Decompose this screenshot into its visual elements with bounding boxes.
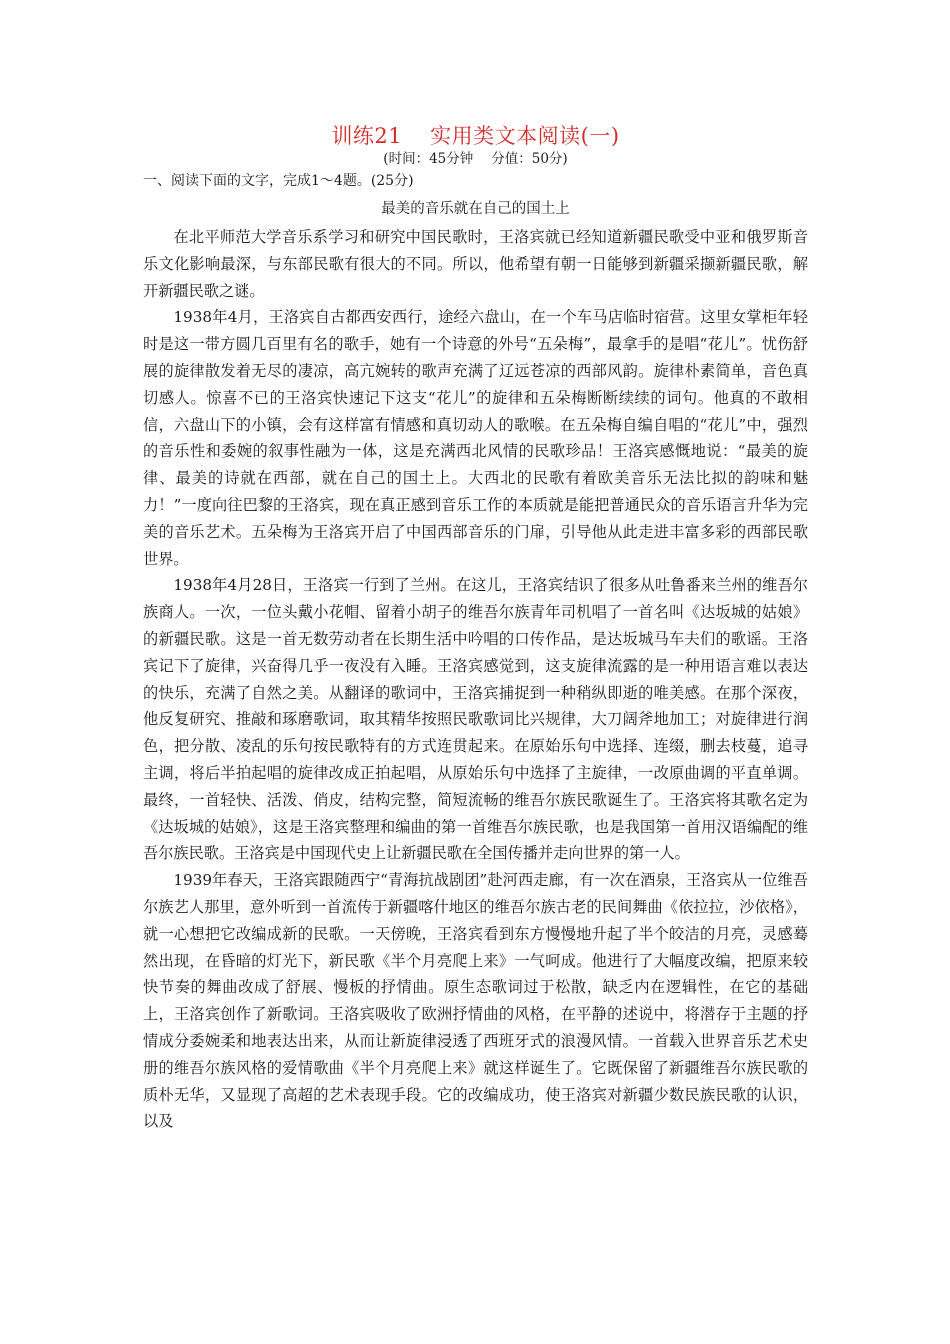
paragraph-4: 1939年春天，王洛宾跟随西宁“青海抗战剧团”赴河西走廊，有一次在酒泉，王洛宾从一位维吾尔族艺人那里，意外听到一首流传于新疆喀什地区的维吾尔族古老的民间舞曲《依拉拉，沙依格》，就一心想把它改编成新的民歌。一天傍晚，王洛宾看到东方慢慢地升起了半个皎洁的月亮，灵感蓦然出现，在昏暗的灯光下，新民歌《半个月亮爬上来》一气呵成。他进行了大幅度改编，把原来较快节奏的舞曲改成了舒展、慢板的抒情曲。原生态歌词过于松散，缺乏内在逻辑性，在它的基础上，王洛宾创作了新歌词。王洛宾吸收了欧洲抒情曲的风格，在平静的述说中，将潜存于主题的抒情成分委婉柔和地表达出来，从而让新旋律浸透了西班牙式的浪漫风情。一首载入世界音乐艺术史册的维吾尔族风格的爱情歌曲《半个月亮爬上来》就这样诞生了。它既保留了新疆维吾尔族民歌的质朴无华，又显现了高超的艺术表现手段。它的改编成功，使王洛宾对新疆少数民族民歌的认识，以及 (143, 871, 808, 1131)
time-score-line (143, 150, 808, 168)
paragraph-3: 1938年4月28日，王洛宾一行到了兰州。在这儿，王洛宾结识了很多从吐鲁番来兰州的维吾尔族商人。一次，一位头戴小花帽、留着小胡子的维吾尔族青年司机唱了一首名叫《达坂城的姑娘》的新疆民歌。这是一首无数劳动者在长期生活中吟唱的口传作品，是达坂城马车夫们的歌谣。王洛宾记下了旋律，兴奋得几乎一夜没有入睡。王洛宾感觉到，这支旋律流露的是一种用语言难以表达的快乐，充满了自然之美。从翻译的歌词中，王洛宾捕捉到一种稍纵即逝的唯美感。在那个深夜，他反复研究、推敲和琢磨歌词，取其精华按照民歌歌词比兴规律，大刀阔斧地加工；对旋律进行润色，把分散、凌乱的乐句按民歌特有的方式连贯起来。在原始乐句中选择、连缀，删去枝蔓，追寻主调，将后半拍起唱的旋律改成正拍起唱，从原始乐句中选择了主旋律，一改原曲调的平直单调。最终，一首轻快、活泼、俏皮，结构完整，简短流畅的维吾尔族民歌诞生了。王洛宾将其歌名定为《达坂城的姑娘》，这是王洛宾整理和编曲的第一首维吾尔族民歌，也是我国第一首用汉语编配的维吾尔族民歌。王洛宾是中国现代史上让新疆民歌在全国传播并走向世界的第一人。 (143, 576, 808, 863)
page-title (143, 122, 808, 150)
title-text: 实用类文本阅读(一) (430, 124, 620, 148)
worksheet-page (143, 122, 808, 1135)
article-title: 最美的音乐就在自己的国土上 (381, 201, 570, 217)
title-number: 训练21 (331, 124, 403, 148)
score-value: 分值：50分) (491, 151, 568, 167)
time-limit: (时间：45分钟 (383, 151, 474, 167)
paragraph-2: 1938年4月，王洛宾自古都西安西行，途经六盘山，在一个车马店临时宿营。这里女掌柜年轻时是这一带方圆几百里有名的歌手，她有一个诗意的外号“五朵梅”，最拿手的是唱“花儿”。忧伤舒展的旋律散发着无尽的凄凉，高亢婉转的歌声充满了辽远苍凉的西部风韵。旋律朴素简单，音色真切感人。惊喜不已的王洛宾快速记下这支“花儿”的旋律和五朵梅断断续续的词句。他真的不敢相信，六盘山下的小镇，会有这样富有情感和真切动人的歌喉。在五朵梅自编自唱的“花儿”中，强烈的音乐性和委婉的叙事性融为一体，这是充满西北风情的民歌珍品！王洛宾感慨地说：“最美的旋律、最美的诗就在西部，就在自己的国土上。大西北的民歌有着欧美音乐无法比拟的韵味和魅力！”一度向往巴黎的王洛宾，现在真正感到音乐工作的本质就是能把普通民众的音乐语言升华为完美的音乐艺术。五朵梅为王洛宾开启了中国西部音乐的门扉，引导他从此走进丰富多彩的西部民歌世界。 (143, 308, 808, 568)
paragraph-1: 在北平师范大学音乐系学习和研究中国民歌时，王洛宾就已经知道新疆民歌受中亚和俄罗斯音乐文化影响最深，与东部民歌有很大的不同。所以，他希望有朝一日能够到新疆采撷新疆民歌，解开新疆民歌之谜。 (143, 228, 808, 300)
question-instruction: 一、阅读下面的文字，完成1～4题。(25分) (143, 173, 414, 189)
